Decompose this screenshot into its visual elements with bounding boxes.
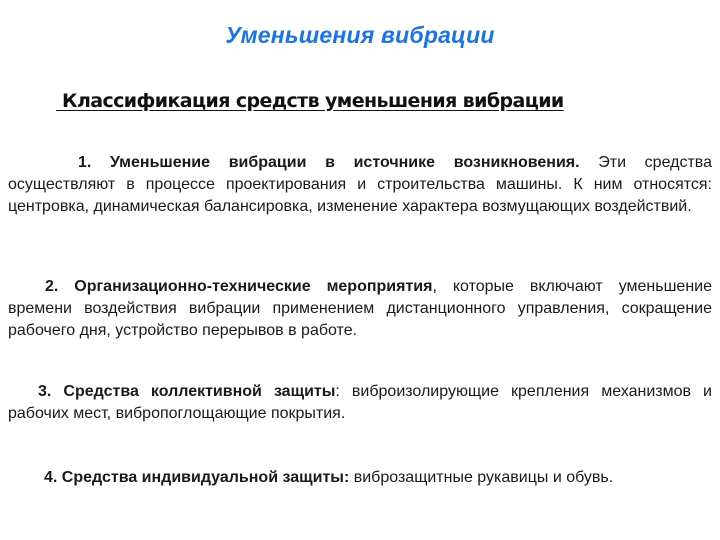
paragraph-lead: 2. Организационно-технические мероприятия (45, 278, 433, 295)
paragraph-collective-protection (8, 381, 712, 425)
paragraph-text: , которые включают уменьшение времени воздействия вибрации применением дистанционного управления, сокращение рабочего дня, устройство перерывов в работе. (8, 278, 712, 339)
paragraph-organizational-measures (8, 276, 712, 342)
paragraph-lead: 4. Средства индивидуальной защиты: (44, 469, 350, 486)
paragraph-source-reduction (8, 152, 712, 218)
paragraph-individual-protection (8, 467, 712, 489)
paragraph-lead: 3. Средства коллективной защиты (38, 383, 336, 400)
paragraph-text: Эти средства осуществляют в процессе проектирования и строительства машины. К ним относятся: центровка, динамическая балансировка, изменение характера возмущающих воздействий. (8, 154, 712, 215)
paragraph-lead: 1. Уменьшение вибрации в источнике возникновения. (78, 154, 580, 171)
slide-title: Уменьшения вибрации (225, 22, 495, 48)
slide-subtitle: Классификация средств уменьшения вибрации (56, 90, 564, 112)
paragraph-text: : виброизолирующие крепления механизмов и рабочих мест, вибропоглощающие покрытия. (8, 383, 712, 422)
paragraph-text: виброзащитные рукавицы и обувь. (349, 469, 614, 486)
